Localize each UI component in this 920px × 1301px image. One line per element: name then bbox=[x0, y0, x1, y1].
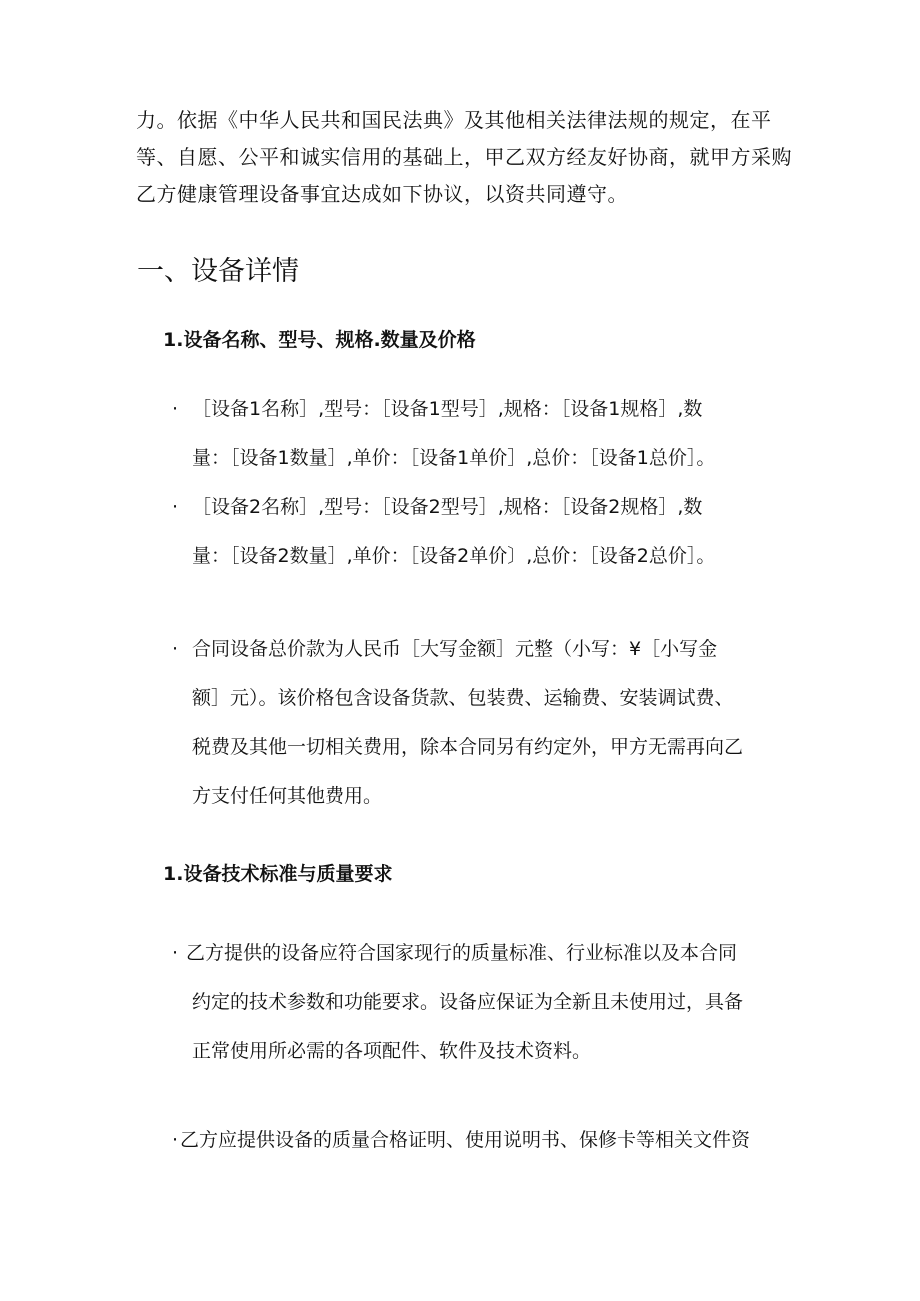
list-item bbox=[172, 1116, 750, 1165]
list-item-line: ［设备1名称］,型号：［设备1型号］,规格：［设备1规格］,数 bbox=[192, 398, 703, 420]
list-item-line: 方支付任何其他费用。 bbox=[192, 785, 383, 807]
list-item bbox=[172, 385, 715, 483]
list-item-line: 合同设备总价款为人民币［大写金额］元整（小写：¥［小写金 bbox=[192, 638, 718, 660]
list-item-line: 正常使用所必需的各项配件、软件及技术资料。 bbox=[192, 1040, 592, 1062]
list-item-line: 额］元）。该价格包含设备货款、包装费、运输费、安装调试费、 bbox=[192, 687, 734, 709]
list-item-line: 量：［设备2数量］,单价：［设备2单价〕,总价：［设备2总价］。 bbox=[192, 545, 716, 567]
section-heading: 一、设备详情 bbox=[137, 256, 299, 287]
intro-paragraph bbox=[136, 102, 792, 213]
bullet-marker: · bbox=[172, 1129, 179, 1151]
list-item bbox=[172, 625, 743, 821]
intro-line: 等、自愿、公平和诚实信用的基础上，甲乙双方经友好协商，就甲方采购 bbox=[136, 145, 792, 169]
list-item bbox=[172, 483, 715, 581]
intro-line: 乙方健康管理设备事宜达成如下协议，以资共同遵守。 bbox=[136, 182, 628, 206]
bullet-marker: · bbox=[172, 638, 179, 660]
bullet-marker: · bbox=[172, 942, 179, 964]
list-item-line: 乙方应提供设备的质量合格证明、使用说明书、保修卡等相关文件资 bbox=[180, 1129, 751, 1151]
list-item-line: 约定的技术参数和功能要求。设备应保证为全新且未使用过，具备 bbox=[192, 991, 744, 1013]
list-item bbox=[172, 929, 743, 1076]
subsection-heading: 1.设备名称、型号、规格.数量及价格 bbox=[163, 329, 476, 351]
list-item-line: 量：［设备1数量］,单价：［设备1单价］,总价：［设备1总价］。 bbox=[192, 447, 716, 469]
list-item-line: 税费及其他一切相关费用，除本合同另有约定外，甲方无需再向乙 bbox=[192, 736, 744, 758]
list-item-line: ［设备2名称］,型号：［设备2型号］,规格：［设备2规格］,数 bbox=[192, 496, 703, 518]
bullet-marker: · bbox=[172, 496, 179, 518]
bullet-marker: · bbox=[172, 398, 179, 420]
subsection-heading: 1.设备技术标准与质量要求 bbox=[163, 863, 393, 885]
intro-line: 力。依据《中华人民共和国民法典》及其他相关法律法规的规定，在平 bbox=[136, 108, 772, 132]
list-item-line: 乙方提供的设备应符合国家现行的质量标准、行业标准以及本合同 bbox=[186, 942, 738, 964]
